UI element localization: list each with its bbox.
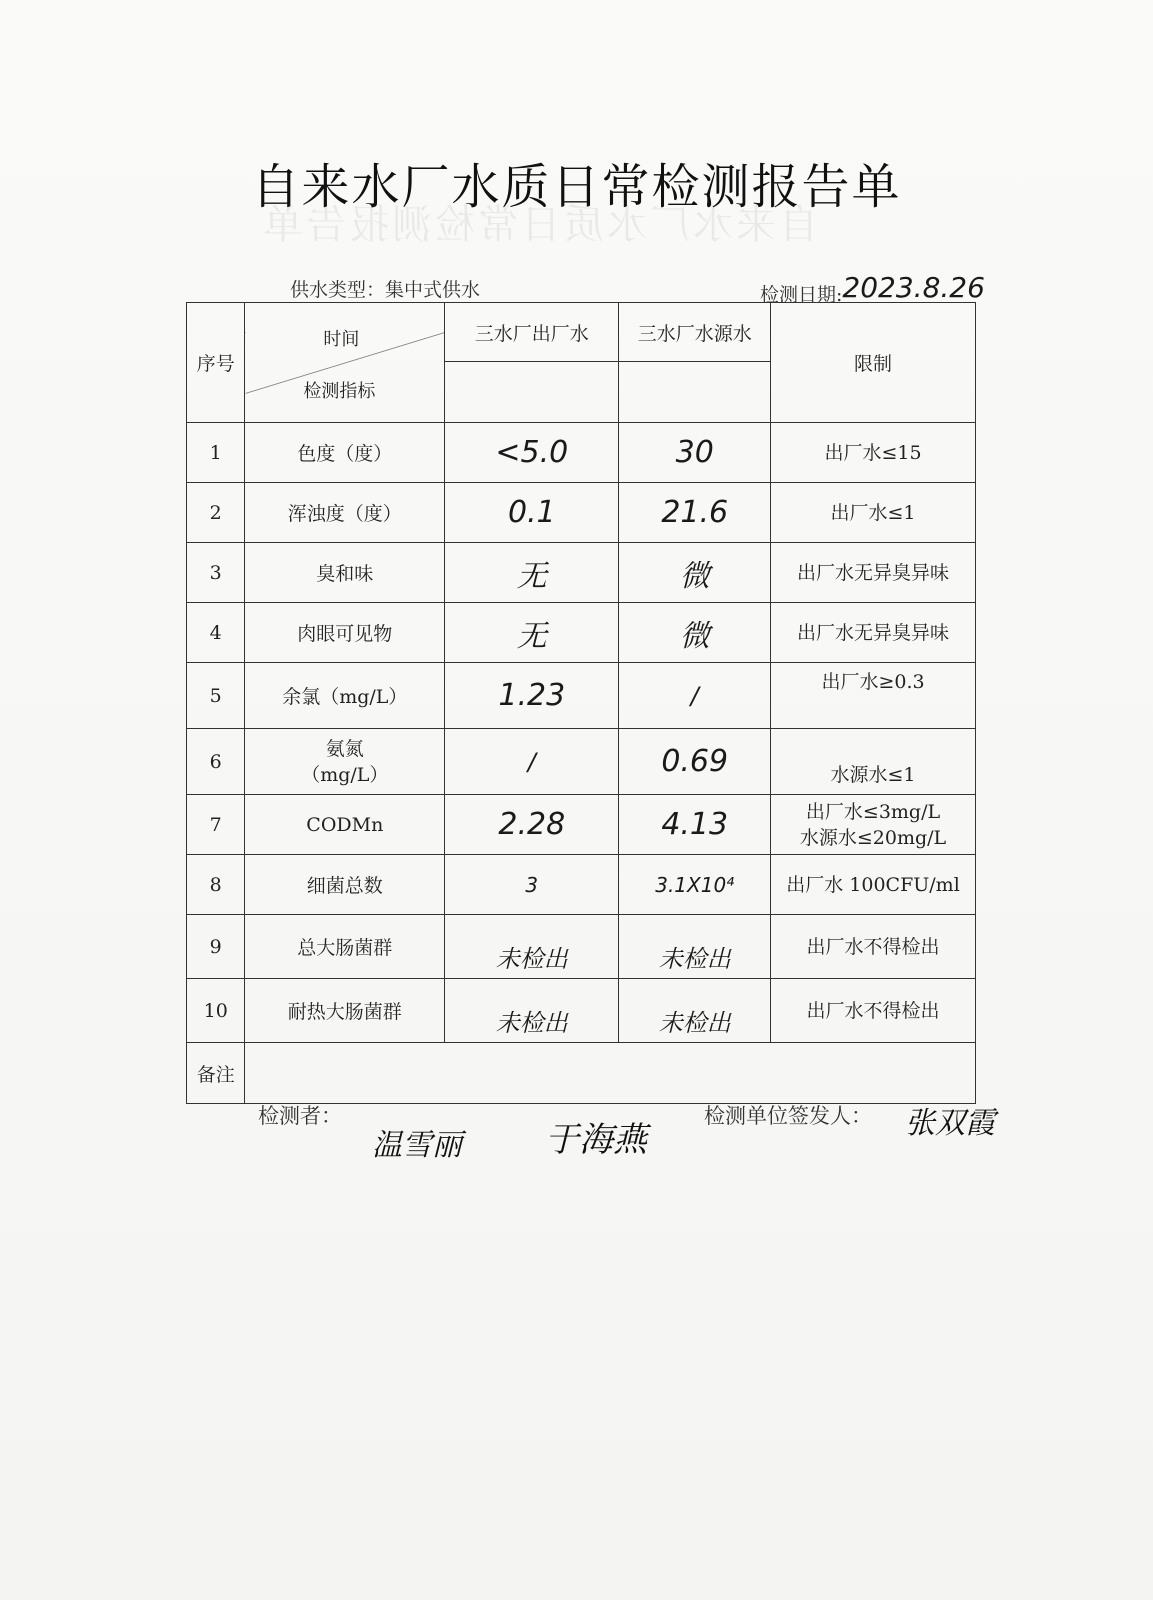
row-number: 4	[187, 603, 245, 663]
row-item-line2: （mg/L）	[301, 763, 389, 786]
row-number: 8	[187, 855, 245, 915]
col-a-value	[445, 543, 619, 603]
col-b-value	[619, 423, 771, 483]
col-b-value	[619, 795, 771, 855]
row-item	[245, 729, 445, 795]
table-row	[187, 729, 976, 795]
table-row	[187, 795, 976, 855]
handwritten-value: 30	[675, 435, 714, 470]
row-number: 3	[187, 543, 245, 603]
col-a-subheader	[445, 362, 619, 423]
col-a-value	[445, 603, 619, 663]
row-limit: 出厂水 100CFU/ml	[771, 855, 976, 915]
remarks-content	[245, 1043, 976, 1104]
row-item: 耐热大肠菌群	[245, 979, 445, 1043]
row-number: 2	[187, 483, 245, 543]
handwritten-value: 4.13	[661, 807, 729, 842]
row-limit-line1: 出厂水≤3mg/L	[805, 800, 941, 823]
tester-signature-1: 温雪丽	[372, 1128, 462, 1163]
handwritten-value: 微	[679, 558, 710, 594]
row-number: 1	[187, 423, 245, 483]
col-b-value	[619, 603, 771, 663]
supply-type: 供水类型：集中式供水	[290, 279, 481, 301]
row-limit	[771, 795, 976, 855]
handwritten-value: 无	[516, 558, 547, 594]
row-limit: 出厂水不得检出	[771, 979, 976, 1043]
col-b-value	[619, 979, 771, 1043]
diagonal-header-cell	[245, 303, 445, 423]
test-date-value: 2023.8.26	[842, 271, 985, 304]
handwritten-value: <5.0	[495, 435, 569, 470]
row-limit: 出厂水无异臭异味	[771, 603, 976, 663]
handwritten-value: 21.6	[661, 495, 729, 530]
handwritten-value: 0.1	[507, 495, 556, 530]
limit-header: 限制	[771, 303, 976, 423]
tester-label: 检测者：	[258, 1104, 342, 1128]
remarks-row	[187, 1043, 976, 1104]
handwritten-value: /	[527, 747, 536, 776]
row-limit: 出厂水≥0.3	[771, 663, 976, 729]
handwritten-value: 3.1X10⁴	[655, 872, 735, 897]
report-table	[186, 302, 976, 1104]
table-row	[187, 663, 976, 729]
handwritten-value: 微	[679, 618, 710, 654]
row-item: 总大肠菌群	[245, 915, 445, 979]
col-b-value	[619, 543, 771, 603]
table-row	[187, 483, 976, 543]
handwritten-value: /	[690, 681, 699, 710]
col-a-value	[445, 795, 619, 855]
header-row	[187, 303, 976, 362]
handwritten-value: 无	[516, 618, 547, 654]
issuer-label: 检测单位签发人：	[704, 1104, 872, 1128]
time-header: 时间	[323, 329, 360, 350]
col-a-value	[445, 423, 619, 483]
row-limit: 水源水≤1	[771, 729, 976, 795]
row-number: 5	[187, 663, 245, 729]
col-b-header: 三水厂水源水	[619, 303, 771, 362]
col-a-value	[445, 915, 619, 979]
table-row	[187, 543, 976, 603]
handwritten-value: 3	[525, 872, 539, 897]
row-limit: 出厂水≤15	[771, 423, 976, 483]
row-item: 色度（度）	[245, 423, 445, 483]
handwritten-value: 0.69	[661, 744, 729, 779]
row-number: 6	[187, 729, 245, 795]
row-limit: 出厂水不得检出	[771, 915, 976, 979]
row-item: 细菌总数	[245, 855, 445, 915]
table-row	[187, 603, 976, 663]
row-item-line1: 氨氮	[325, 737, 364, 760]
handwritten-value: 2.28	[498, 807, 566, 842]
col-a-value	[445, 729, 619, 795]
col-b-value	[619, 729, 771, 795]
tester-signature-2: 于海燕	[545, 1120, 647, 1160]
seq-header: 序号	[187, 303, 245, 423]
col-a-value	[445, 855, 619, 915]
row-item: 肉眼可见物	[245, 603, 445, 663]
handwritten-value: 未检出	[658, 1009, 731, 1037]
handwritten-value: 未检出	[658, 945, 731, 973]
row-number: 9	[187, 915, 245, 979]
remarks-label: 备注	[187, 1043, 245, 1104]
handwritten-value: 未检出	[495, 945, 568, 973]
col-a-header: 三水厂出厂水	[445, 303, 619, 362]
col-b-value	[619, 915, 771, 979]
row-number: 7	[187, 795, 245, 855]
col-b-value	[619, 855, 771, 915]
row-item: 余氯（mg/L）	[245, 663, 445, 729]
col-a-value	[445, 663, 619, 729]
row-number: 10	[187, 979, 245, 1043]
row-limit: 出厂水无异臭异味	[771, 543, 976, 603]
row-item: 臭和味	[245, 543, 445, 603]
handwritten-value: 1.23	[498, 678, 566, 713]
indicator-header: 检测指标	[303, 381, 376, 402]
report-title: 自来水厂水质日常检测报告单	[251, 159, 902, 215]
row-limit: 出厂水≤1	[771, 483, 976, 543]
row-item: 浑浊度（度）	[245, 483, 445, 543]
col-a-value	[445, 979, 619, 1043]
table-row	[187, 855, 976, 915]
handwritten-value: 未检出	[495, 1009, 568, 1037]
table-row	[187, 915, 976, 979]
col-a-value	[445, 483, 619, 543]
table-row	[187, 423, 976, 483]
row-item: CODMn	[245, 795, 445, 855]
test-date-label: 检测日期:	[760, 284, 843, 306]
col-b-value	[619, 483, 771, 543]
col-b-subheader	[619, 362, 771, 423]
row-limit-line2: 水源水≤20mg/L	[799, 826, 947, 849]
issuer-signature: 张双霞	[905, 1106, 995, 1141]
table-row	[187, 979, 976, 1043]
col-b-value	[619, 663, 771, 729]
bleed-through-text: 自来水厂水质日常检测报告单	[260, 202, 819, 248]
